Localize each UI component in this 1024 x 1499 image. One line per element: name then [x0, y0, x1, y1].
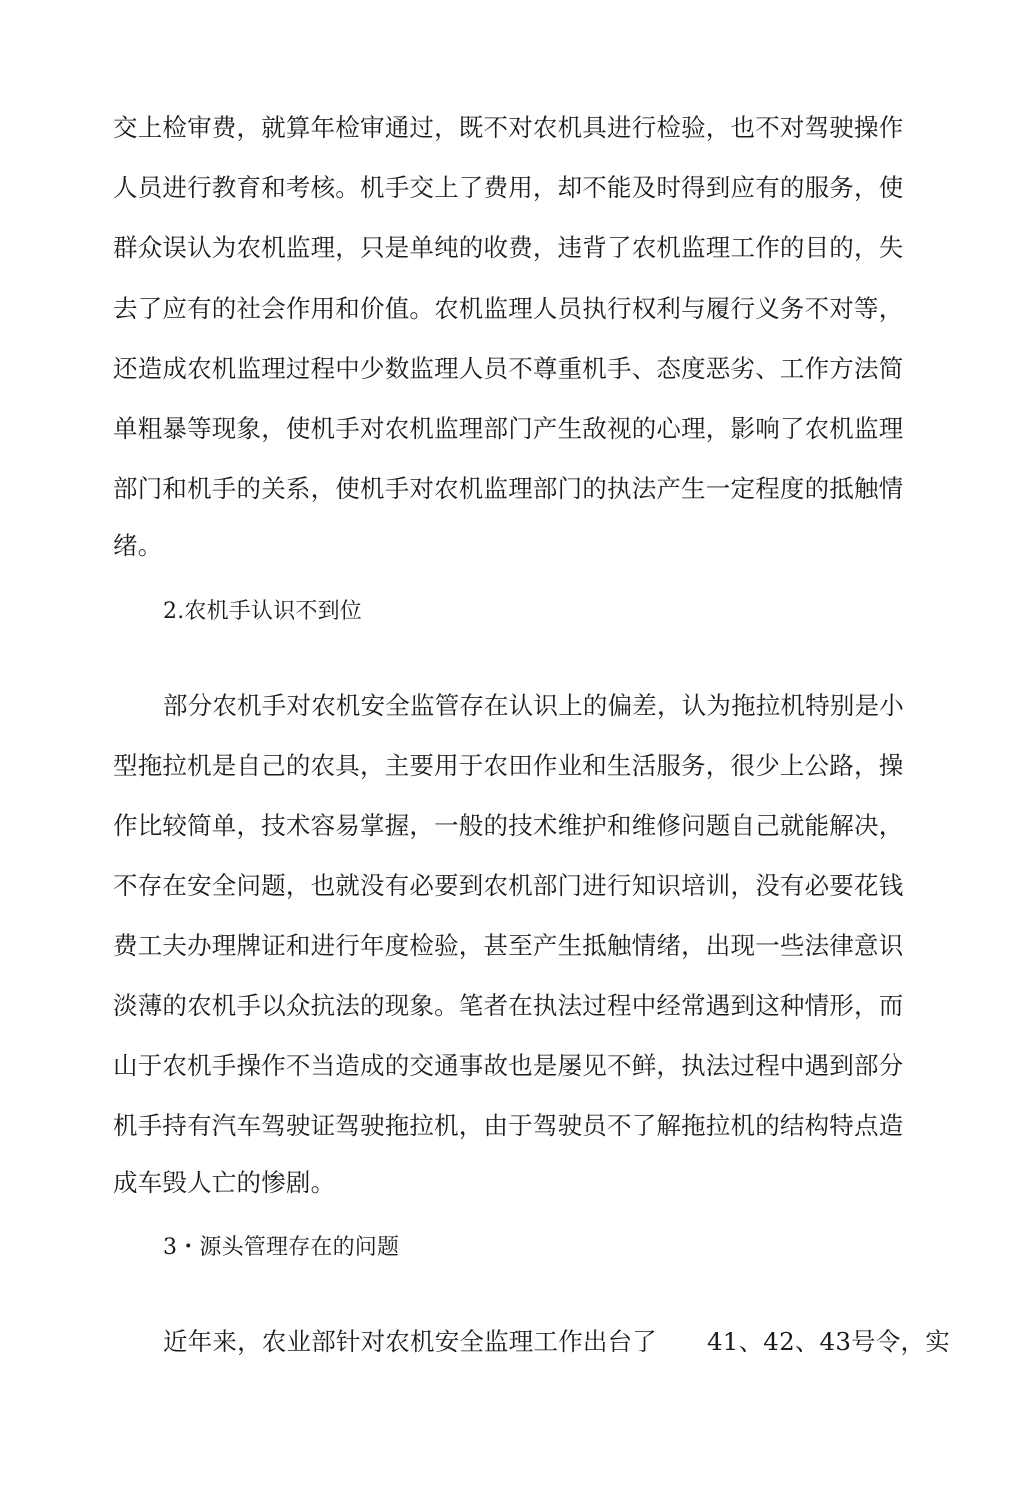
paragraph-line: 去了应有的社会作用和价值。农机监理人员执行权利与履行义务不对等， — [113, 294, 904, 323]
paragraph-line: 机手持有汽车驾驶证驾驶拖拉机，由于驾驶员不了解拖拉机的结构特点造 — [113, 1111, 904, 1140]
section-heading: 2.农机手认识不到位 — [163, 599, 362, 624]
paragraph-line: 淡薄的农机手以众抗法的现象。笔者在执法过程中经常遇到这种情形，而 — [113, 991, 904, 1020]
paragraph-line: 成车毁人亡的惨剧。 — [113, 1168, 336, 1197]
paragraph-line: 单粗暴等现象，使机手对农机监理部门产生敌视的心理，影响了农机监理 — [113, 414, 904, 443]
paragraph-line: 交上检审费，就算年检审通过，既不对农机具进行检验，也不对驾驶操作 — [113, 113, 904, 142]
paragraph-line: 不存在安全问题，也就没有必要到农机部门进行知识培训，没有必要花钱 — [113, 871, 904, 900]
paragraph-line: 群众误认为农机监理，只是单纯的收费，违背了农机监理工作的目的，失 — [113, 233, 904, 262]
paragraph-line — [163, 1326, 950, 1358]
paragraph-line: 作比较简单，技术容易掌握，一般的技术维护和维修问题自己就能解决， — [113, 811, 904, 840]
paragraph-line: 绪。 — [113, 531, 163, 560]
paragraph-line: 部门和机手的关系，使机手对农机监理部门的执法产生一定程度的抵触情 — [113, 474, 904, 503]
paragraph-line: 型拖拉机是自己的农具，主要用于农田作业和生活服务，很少上公路，操 — [113, 751, 904, 780]
paragraph-line: 还造成农机监理过程中少数监理人员不尊重机手、态度恶劣、工作方法简 — [113, 354, 904, 383]
paragraph-line: 部分农机手对农机安全监管存在认识上的偏差，认为拖拉机特别是小 — [163, 691, 904, 720]
paragraph-text-end: 41、42、43号令，实 — [707, 1327, 950, 1356]
paragraph-line: 山于农机手操作不当造成的交通事故也是屡见不鲜，执法过程中遇到部分 — [113, 1051, 904, 1080]
paragraph-line: 费工夫办理牌证和进行年度检验，甚至产生抵触情绪，出现一些法律意识 — [113, 931, 904, 960]
paragraph-line: 人员进行教育和考核。机手交上了费用，却不能及时得到应有的服务，使 — [113, 173, 904, 202]
section-heading: 3・源头管理存在的问题 — [163, 1235, 400, 1260]
paragraph-text-start: 近年来，农业部针对农机安全监理工作出台了 — [163, 1327, 657, 1356]
